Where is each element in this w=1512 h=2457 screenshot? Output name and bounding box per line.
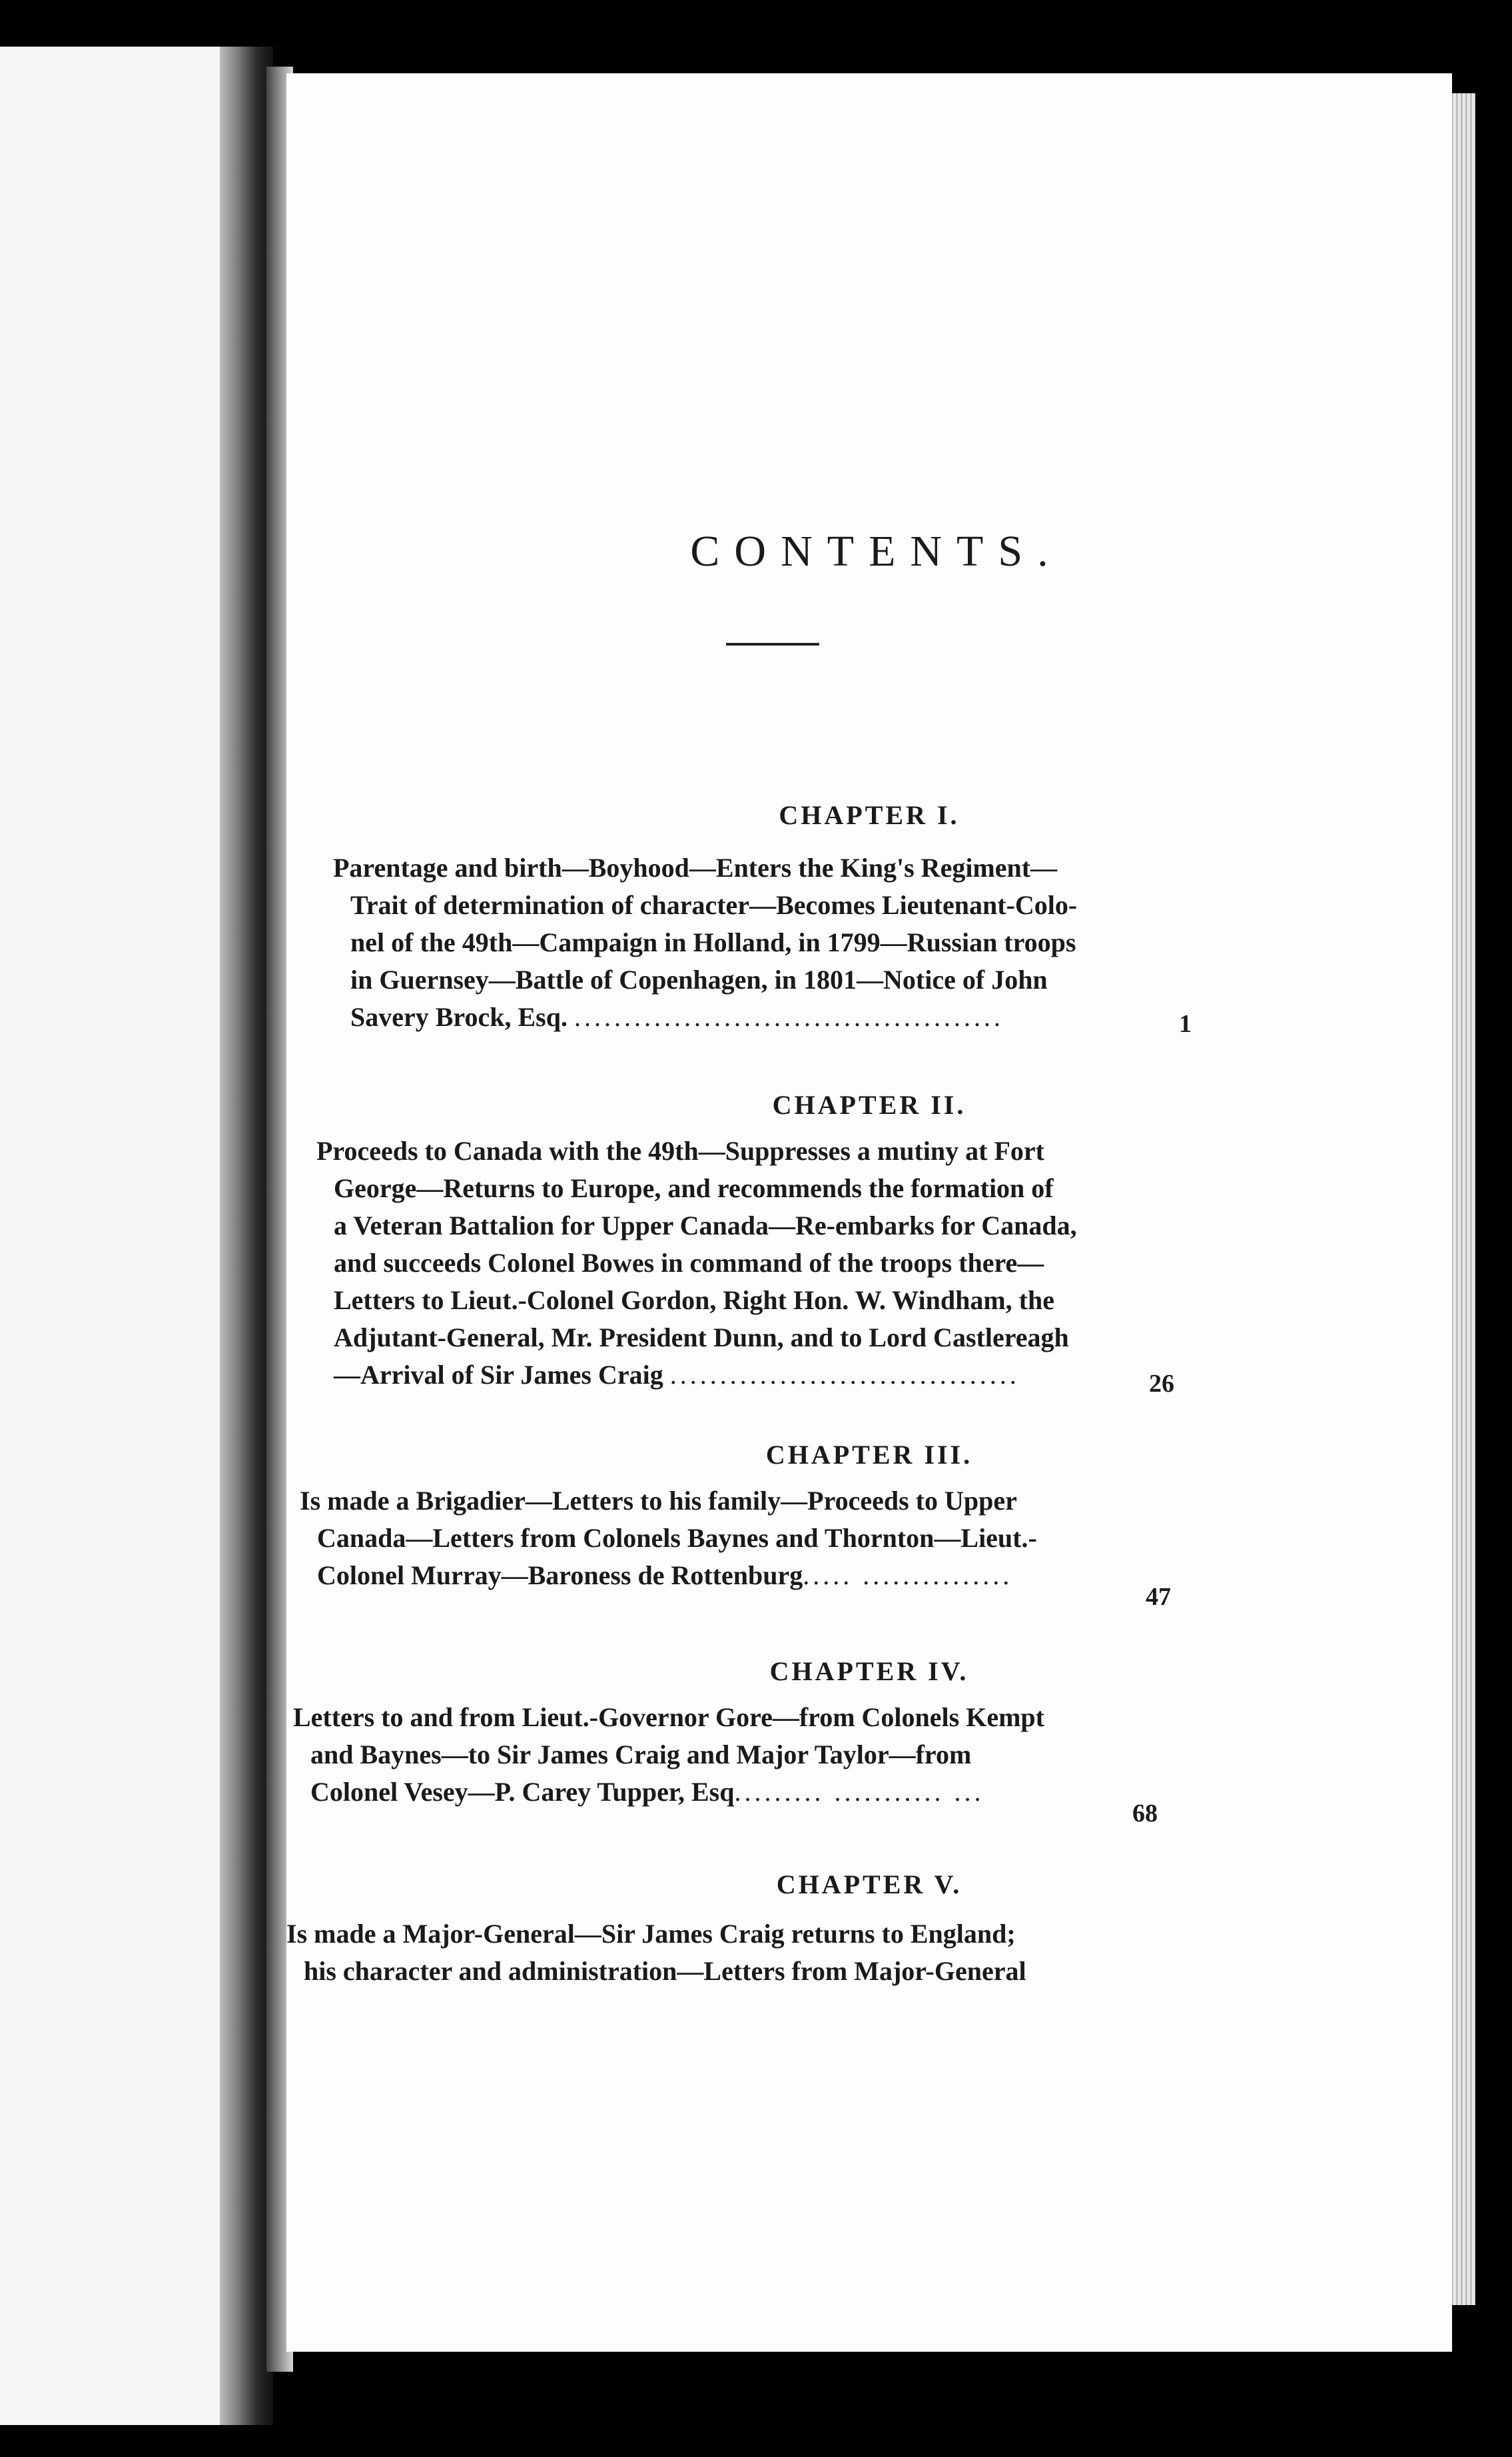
dot-leader: ..... ............... bbox=[803, 1560, 1013, 1590]
summary-line: Savery Brock, Esq. bbox=[350, 1002, 567, 1032]
summary-line-last bbox=[300, 1557, 1379, 1594]
title-rule bbox=[726, 643, 819, 646]
page-number: 1 bbox=[1179, 1010, 1192, 1038]
summary-line: Colonel Vesey—P. Carey Tupper, Esq bbox=[310, 1777, 735, 1807]
chapter-heading: CHAPTER IV. bbox=[769, 1656, 969, 1686]
summary-line-last bbox=[316, 1356, 1382, 1394]
summary-line: George—Returns to Europe, and recommends the formation of bbox=[334, 1173, 1054, 1203]
chapter-heading: CHAPTER III. bbox=[765, 1440, 973, 1470]
summary-line: nel of the 49th—Campaign in Holland, in 1799—Russian troops bbox=[350, 927, 1076, 957]
chapter-summary bbox=[333, 849, 1372, 1036]
summary-line: Letters to Lieut.-Colonel Gordon, Right Hon. W. Windham, the bbox=[334, 1285, 1054, 1315]
chapter-heading: CHAPTER V. bbox=[776, 1869, 962, 1899]
page-number: 26 bbox=[1149, 1370, 1174, 1398]
page-content bbox=[286, 73, 1452, 2352]
summary-line: his character and administration—Letters from Major-General bbox=[304, 1956, 1026, 1986]
page-number: 68 bbox=[1132, 1799, 1158, 1827]
page-number: 47 bbox=[1146, 1583, 1171, 1611]
left-page-edge bbox=[0, 47, 220, 2425]
summary-line-last bbox=[293, 1773, 1372, 1811]
summary-line: Proceeds to Canada with the 49th—Suppresses a mutiny at Fort bbox=[316, 1136, 1044, 1166]
summary-line: Adjutant-General, Mr. President Dunn, and to Lord Castlereagh bbox=[334, 1322, 1069, 1352]
chapter-summary bbox=[293, 1699, 1372, 1811]
summary-line: Is made a Brigadier—Letters to his family—Proceeds to Upper bbox=[300, 1486, 1017, 1516]
dot-leader: ......... ........... ... bbox=[734, 1777, 984, 1807]
summary-line: Trait of determination of character—Becomes Lieutenant-Colo- bbox=[350, 890, 1078, 920]
chapter-summary bbox=[316, 1133, 1382, 1394]
contents-page bbox=[286, 73, 1452, 2352]
summary-line: Colonel Murray—Baroness de Rottenburg bbox=[317, 1560, 803, 1590]
summary-line: and succeeds Colonel Bowes in command of the troops there— bbox=[334, 1248, 1044, 1278]
chapter-heading: CHAPTER I. bbox=[779, 800, 960, 830]
summary-line: and Baynes—to Sir James Craig and Major Taylor—from bbox=[310, 1739, 972, 1769]
chapter-summary bbox=[286, 1915, 1379, 1990]
summary-line: in Guernsey—Battle of Copenhagen, in 1801—Notice of John bbox=[350, 965, 1048, 995]
summary-line: a Veteran Battalion for Upper Canada—Re-embarks for Canada, bbox=[334, 1211, 1077, 1240]
page-title: CONTENTS. bbox=[690, 527, 1063, 576]
page-edges bbox=[1449, 93, 1475, 2305]
book-gutter bbox=[220, 47, 273, 2425]
summary-line: Letters to and from Lieut.-Governor Gore—from Colonels Kempt bbox=[293, 1702, 1044, 1732]
summary-line-last bbox=[333, 999, 1372, 1036]
summary-line: Is made a Major-General—Sir James Craig returns to England; bbox=[286, 1919, 1016, 1949]
summary-line: Parentage and birth—Boyhood—Enters the King's Regiment— bbox=[333, 853, 1058, 883]
summary-line: —Arrival of Sir James Craig bbox=[334, 1360, 663, 1390]
chapter-heading: CHAPTER II. bbox=[772, 1090, 966, 1120]
dot-leader: ................................... bbox=[669, 1360, 1020, 1390]
dot-leader: ........................................... bbox=[573, 1002, 1004, 1032]
chapter-summary bbox=[300, 1482, 1379, 1594]
summary-line: Canada—Letters from Colonels Baynes and Thornton—Lieut.- bbox=[317, 1523, 1037, 1553]
